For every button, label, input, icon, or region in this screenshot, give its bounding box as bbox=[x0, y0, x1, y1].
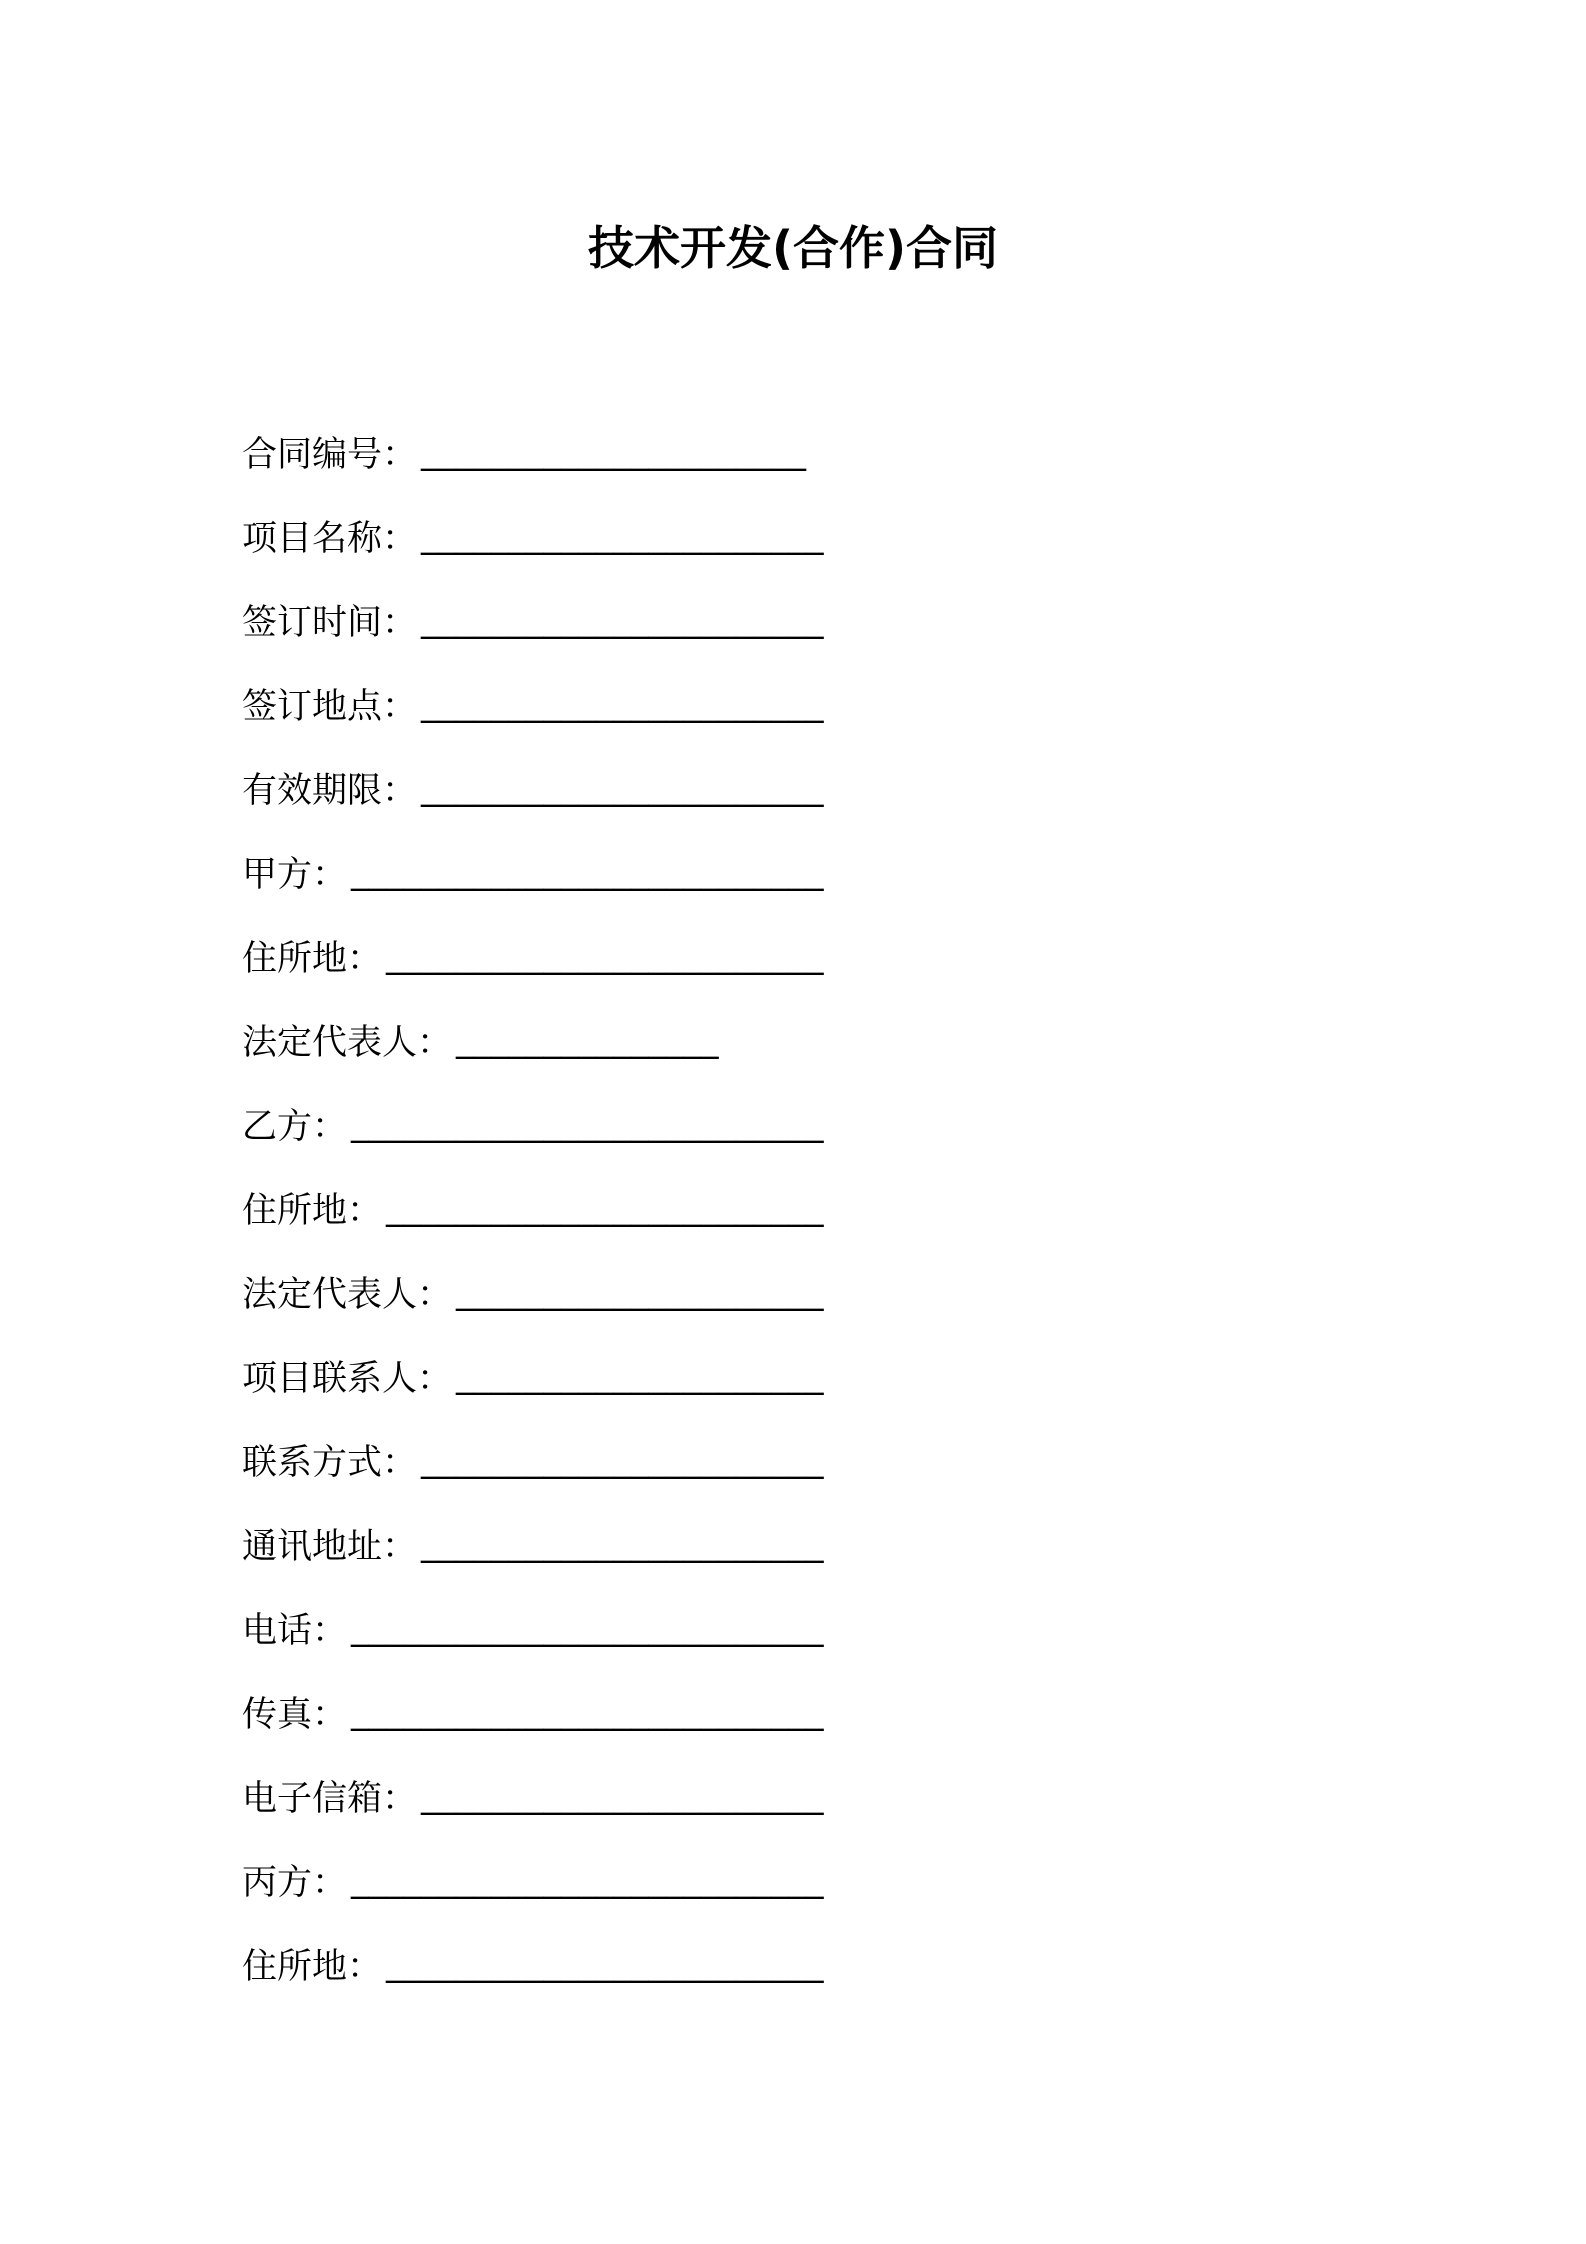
field-project-contact bbox=[242, 1334, 1242, 1418]
fill-in-blank: _________________________ bbox=[386, 1944, 824, 1984]
field-label: 签订地点： bbox=[242, 687, 418, 727]
field-validity-period bbox=[242, 746, 1242, 830]
fill-in-blank: _________________________ bbox=[386, 936, 824, 976]
fill-in-blank: _____________________ bbox=[456, 1356, 824, 1396]
field-label: 乙方： bbox=[242, 1107, 348, 1147]
fill-in-blank: _______________________ bbox=[421, 684, 824, 724]
field-signing-time bbox=[242, 578, 1242, 662]
fill-in-blank: ___________________________ bbox=[351, 1860, 824, 1900]
fill-in-blank: _________________________ bbox=[386, 1188, 824, 1228]
fill-in-blank: ___________________________ bbox=[351, 1608, 824, 1648]
field-party-c bbox=[242, 1838, 1242, 1922]
fill-in-blank: _____________________ bbox=[456, 1272, 824, 1312]
field-email bbox=[242, 1754, 1242, 1838]
field-label: 住所地： bbox=[242, 1191, 383, 1231]
field-phone bbox=[242, 1586, 1242, 1670]
field-label: 合同编号： bbox=[242, 435, 418, 475]
fill-in-blank: ______________________ bbox=[421, 432, 807, 472]
field-label: 住所地： bbox=[242, 939, 383, 979]
field-fax bbox=[242, 1670, 1242, 1754]
fill-in-blank: _______________________ bbox=[421, 600, 824, 640]
field-label: 法定代表人： bbox=[242, 1023, 453, 1063]
fill-in-blank: _______________________ bbox=[421, 1524, 824, 1564]
fill-in-blank: _______________________ bbox=[421, 1440, 824, 1480]
field-label: 丙方： bbox=[242, 1863, 348, 1903]
field-signing-place bbox=[242, 662, 1242, 746]
field-party-b-representative bbox=[242, 1250, 1242, 1334]
fill-in-blank: _______________________ bbox=[421, 1776, 824, 1816]
fill-in-blank: _______________________ bbox=[421, 516, 824, 556]
fill-in-blank: ___________________________ bbox=[351, 1104, 824, 1144]
field-party-a bbox=[242, 830, 1242, 914]
fill-in-blank: _______________ bbox=[456, 1020, 719, 1060]
field-contract-number bbox=[242, 410, 1242, 494]
field-label: 法定代表人： bbox=[242, 1275, 453, 1315]
field-party-c-address bbox=[242, 1922, 1242, 2006]
field-contact-method bbox=[242, 1418, 1242, 1502]
field-project-name bbox=[242, 494, 1242, 578]
field-label: 签订时间： bbox=[242, 603, 418, 643]
fill-in-blank: ___________________________ bbox=[351, 852, 824, 892]
field-party-b bbox=[242, 1082, 1242, 1166]
field-mailing-address bbox=[242, 1502, 1242, 1586]
field-label: 住所地： bbox=[242, 1947, 383, 1987]
field-label: 有效期限： bbox=[242, 771, 418, 811]
field-party-b-address bbox=[242, 1166, 1242, 1250]
field-label: 通讯地址： bbox=[242, 1527, 418, 1567]
field-party-a-representative bbox=[242, 998, 1242, 1082]
field-label: 甲方： bbox=[242, 855, 348, 895]
field-label: 电子信箱： bbox=[242, 1779, 418, 1819]
field-label: 传真： bbox=[242, 1695, 348, 1735]
field-party-a-address bbox=[242, 914, 1242, 998]
field-label: 电话： bbox=[242, 1611, 348, 1651]
fill-in-blank: ___________________________ bbox=[351, 1692, 824, 1732]
field-label: 项目联系人： bbox=[242, 1359, 453, 1399]
document-title: 技术开发(合作)合同 bbox=[587, 221, 999, 275]
field-label: 项目名称： bbox=[242, 519, 418, 559]
contract-fields bbox=[242, 410, 1242, 2006]
field-label: 联系方式： bbox=[242, 1443, 418, 1483]
fill-in-blank: _______________________ bbox=[421, 768, 824, 808]
